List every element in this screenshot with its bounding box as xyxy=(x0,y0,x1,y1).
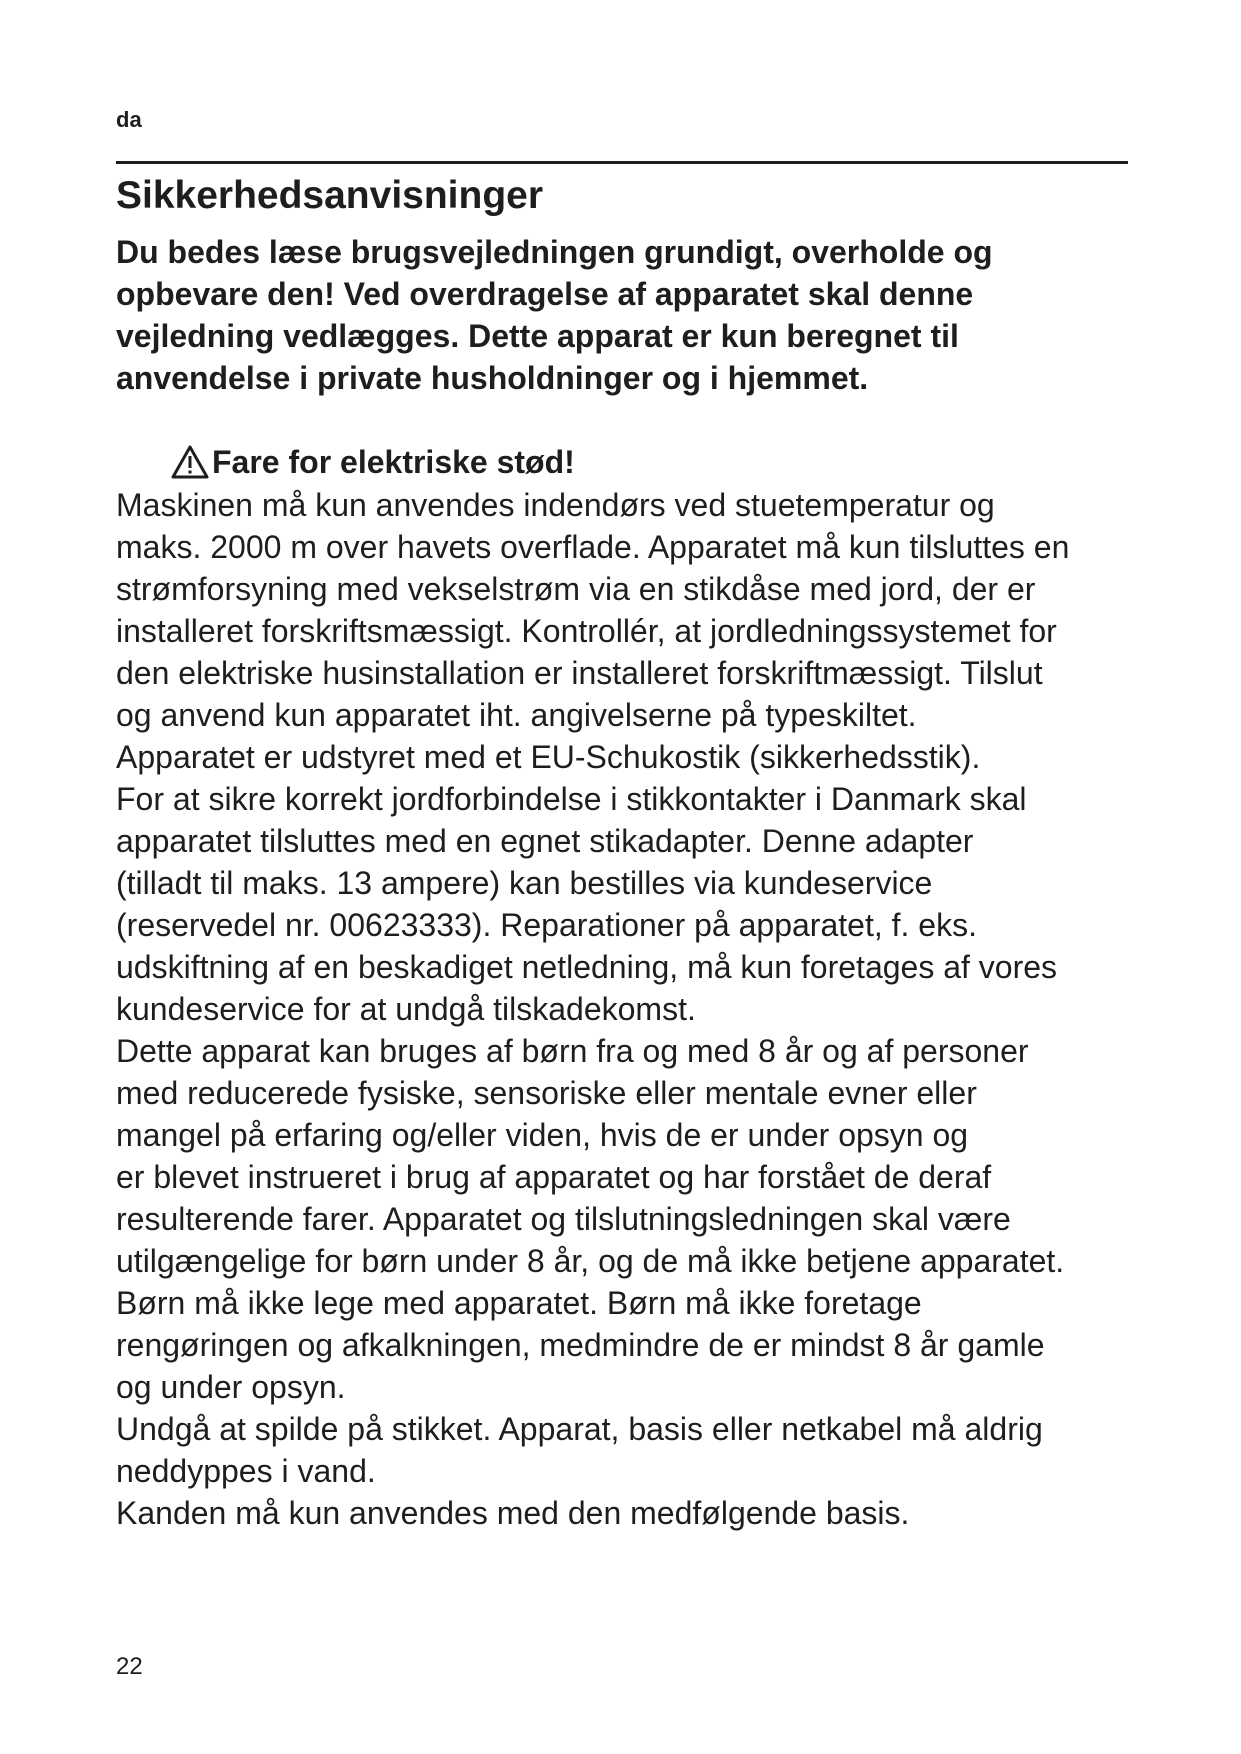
body-line: For at sikre korrekt jordforbindelse i stikkontakter i Danmark skal xyxy=(116,781,1027,817)
intro-line: vejledning vedlægges. Dette apparat er kun beregnet til xyxy=(116,318,959,354)
body-line: kundeservice for at undgå tilskadekomst. xyxy=(116,991,696,1027)
body-line: installeret forskriftsmæssigt. Kontrollér, at jordledningssystemet for xyxy=(116,613,1057,649)
intro-line: opbevare den! Ved overdragelse af apparatet skal denne xyxy=(116,276,974,312)
body-line: utilgængelige for børn under 8 år, og de må ikke betjene apparatet. xyxy=(116,1243,1065,1279)
body-line: (reservedel nr. 00623333). Reparationer på apparatet, f. eks. xyxy=(116,907,977,943)
body-line: maks. 2000 m over havets overflade. Apparatet må kun tilsluttes en xyxy=(116,529,1070,565)
language-code: da xyxy=(116,107,142,132)
body-line: er blevet instrueret i brug af apparatet og har forstået de deraf xyxy=(116,1159,992,1195)
body-line: og under opsyn. xyxy=(116,1369,346,1405)
warning-triangle-icon xyxy=(170,444,210,480)
body-line: Undgå at spilde på stikket. Apparat, basis eller netkabel må aldrig xyxy=(116,1411,1043,1447)
safety-body-text xyxy=(116,484,1126,1534)
body-line: udskiftning af en beskadiget netledning, må kun foretages af vores xyxy=(116,949,1058,985)
body-line: neddyppes i vand. xyxy=(116,1453,376,1489)
section-divider xyxy=(116,161,1128,164)
body-line: strømforsyning med vekselstrøm via en stikdåse med jord, der er xyxy=(116,571,1036,607)
body-line: Apparatet er udstyret med et EU-Schukostik (sikkerhedsstik). xyxy=(116,739,981,775)
body-line: apparatet tilsluttes med en egnet stikadapter. Denne adapter xyxy=(116,823,974,859)
intro-line: Du bedes læse brugsvejledningen grundigt, overholde og xyxy=(116,234,993,270)
intro-line: anvendelse i private husholdninger og i hjemmet. xyxy=(116,360,869,396)
body-line: den elektriske husinstallation er installeret forskriftmæssigt. Tilslut xyxy=(116,655,1043,691)
body-line: resulterende farer. Apparatet og tilslutningsledningen skal være xyxy=(116,1201,1011,1237)
body-line: (tilladt til maks. 13 ampere) kan bestilles via kundeservice xyxy=(116,865,933,901)
body-line: Maskinen må kun anvendes indendørs ved stuetemperatur og xyxy=(116,487,995,523)
body-line: Børn må ikke lege med apparatet. Børn må ikke foretage xyxy=(116,1285,922,1321)
body-line: Kanden må kun anvendes med den medfølgende basis. xyxy=(116,1495,910,1531)
section-title: Sikkerhedsanvisninger xyxy=(116,174,544,217)
body-line: mangel på erfaring og/eller viden, hvis de er under opsyn og xyxy=(116,1117,969,1153)
body-line: med reducerede fysiske, sensoriske eller mentale evner eller xyxy=(116,1075,977,1111)
body-line: rengøringen og afkalkningen, medmindre de er mindst 8 år gamle xyxy=(116,1327,1045,1363)
body-line: Dette apparat kan bruges af børn fra og med 8 år og af personer xyxy=(116,1033,1029,1069)
warning-heading xyxy=(170,441,575,483)
body-line: og anvend kun apparatet iht. angivelserne på typeskiltet. xyxy=(116,697,917,733)
page-number: 22 xyxy=(116,1653,143,1680)
warning-heading-text: Fare for elektriske stød! xyxy=(212,444,575,480)
intro-paragraph xyxy=(116,231,1116,399)
